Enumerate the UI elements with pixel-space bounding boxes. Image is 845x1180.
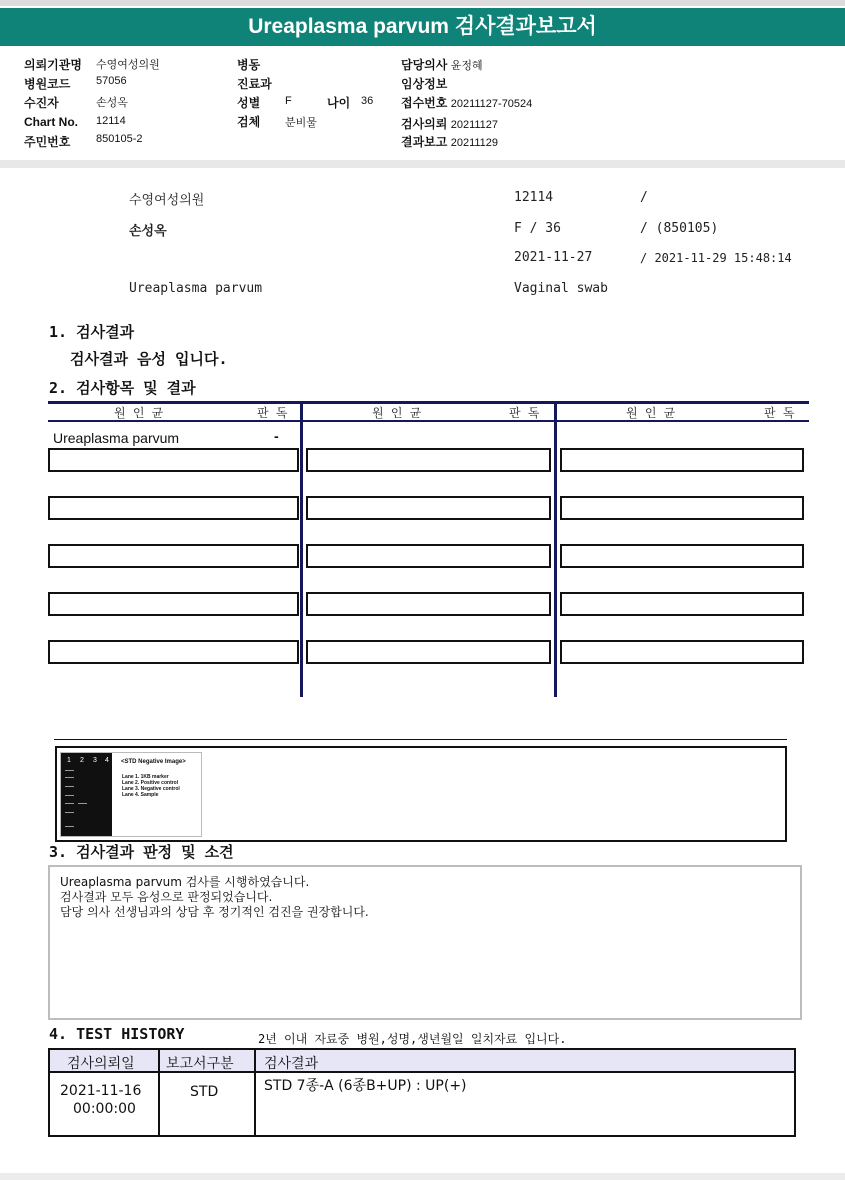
grid-judgement-value: - [274, 428, 279, 444]
page-top-strip [0, 0, 845, 6]
header-label-dept: 진료과 [237, 77, 272, 91]
header-row-chart-no [24, 115, 126, 129]
header-value-resident-no: 850105-2 [96, 133, 143, 145]
header-divider [0, 160, 845, 168]
result-slot [48, 592, 299, 616]
opinion-line: Ureaplasma parvum 검사를 시행하였습니다. [60, 875, 310, 889]
gel-lane-label: 2 [80, 757, 84, 764]
info-patient-name: 손성옥 [129, 224, 167, 239]
gel-band [65, 786, 74, 787]
report-title: Ureaplasma parvum 검사결과보고서 [0, 8, 845, 46]
history-column-divider [158, 1050, 160, 1135]
info-sex-age: F / 36 [514, 221, 561, 236]
header-value-chart-no: 12114 [96, 115, 126, 127]
gel-caption-title: <STD Negative Image> [121, 759, 186, 765]
info-report-datetime: / 2021-11-29 15:48:14 [640, 251, 792, 265]
header-value-institution: 수영여성의원 [96, 59, 160, 71]
history-head-type: 보고서구분 [166, 1056, 234, 1072]
gel-band [65, 795, 74, 796]
gel-caption-line: Lane 4. Sample [122, 792, 159, 798]
grid-head-organism: 원 인 균 [372, 406, 422, 420]
grid-head-organism: 원 인 균 [114, 406, 164, 420]
section-1-title: 1. 검사결과 [49, 323, 135, 341]
grid-column-divider [554, 401, 557, 697]
history-head-date: 검사의뢰일 [67, 1056, 135, 1072]
gel-band [65, 803, 74, 804]
result-slot [48, 640, 299, 664]
header-row-request-date [401, 115, 498, 132]
results-grid [48, 401, 809, 697]
gel-lane-label: 4 [105, 757, 109, 764]
header-value-specimen: 분비물 [285, 117, 317, 129]
header-row-doctor [401, 56, 483, 73]
header-value-patient: 손성옥 [96, 97, 128, 109]
history-head-result: 검사결과 [264, 1056, 319, 1072]
result-slot [306, 544, 551, 568]
grid-head-organism: 원 인 균 [626, 406, 676, 420]
section-4-title: 4. TEST HISTORY [49, 1025, 185, 1043]
gel-band [65, 812, 74, 813]
grid-head-judgement: 판 독 [764, 406, 795, 420]
result-slot [560, 592, 804, 616]
history-table [48, 1048, 796, 1137]
gel-band [78, 803, 87, 804]
history-cell-result: STD 7종-A (6종B+UP) : UP(+) [264, 1078, 467, 1094]
header-label-doctor: 담당의사 [401, 58, 448, 72]
header-row-report-date [401, 133, 498, 150]
header-value-age: 36 [361, 95, 374, 107]
header-label-resident-no: 주민번호 [24, 135, 71, 149]
result-slot [560, 640, 804, 664]
result-slot [48, 448, 299, 472]
opinion-line: 담당 의사 선생님과의 상담 후 정기적인 검진을 권장합니다. [60, 905, 369, 919]
header-value-accession: 20211127-70524 [450, 98, 533, 110]
grid-head-judgement: 판 독 [509, 406, 540, 420]
result-slot [560, 496, 804, 520]
header-value-sex: F [285, 95, 292, 107]
grid-column-divider [300, 401, 303, 697]
header-label-clinical-info: 임상정보 [401, 77, 448, 91]
header-label-sex: 성별 [237, 96, 261, 110]
result-slot [48, 496, 299, 520]
info-test-name: Ureaplasma parvum [129, 281, 263, 296]
result-slot [306, 496, 551, 520]
image-top-rule [54, 739, 787, 740]
header-label-institution: 의뢰기관명 [24, 58, 82, 72]
history-column-divider [254, 1050, 256, 1135]
gel-band [65, 770, 74, 771]
section-1-result: 검사결과 음성 입니다. [70, 350, 228, 368]
info-specimen: Vaginal swab [514, 281, 608, 296]
header-label-ward: 병동 [237, 58, 261, 72]
info-request-date: 2021-11-27 [514, 250, 593, 265]
gel-band [65, 777, 74, 778]
header-row-clinical-info [401, 75, 447, 92]
header-row-accession [401, 94, 532, 111]
info-chart-no: 12114 [514, 190, 554, 205]
header-value-report-date: 20211129 [450, 137, 499, 149]
grid-organism-name: Ureaplasma parvum [53, 430, 180, 446]
header-value-request-date: 20211127 [450, 119, 499, 131]
header-value-hospital-code: 57056 [96, 75, 127, 87]
info-hospital: 수영여성의원 [129, 193, 205, 208]
history-table-header [50, 1050, 794, 1073]
gel-caption-line: Lane 1. 1KB marker [122, 774, 169, 780]
section-2-title: 2. 검사항목 및 결과 [49, 379, 196, 397]
history-cell-type: STD [190, 1084, 219, 1100]
header-row-hospital-code [24, 75, 127, 92]
gel-lane-label: 3 [93, 757, 97, 764]
result-slot [306, 640, 551, 664]
header-label-request-date: 검사의뢰 [401, 117, 448, 131]
info-birth: / (850105) [640, 221, 719, 236]
info-slash: / [640, 190, 648, 205]
header-label-age: 나이 [327, 96, 351, 110]
gel-lane-label: 1 [67, 757, 71, 764]
header-label-chart-no: Chart No. [24, 115, 78, 129]
header-row-patient [24, 94, 128, 111]
result-slot [560, 448, 804, 472]
page-bottom-strip [0, 1173, 845, 1180]
result-slot [306, 448, 551, 472]
history-cell-time: 00:00:00 [73, 1101, 136, 1117]
history-note: 2년 이내 자료중 병원,성명,생년월일 일치자료 입니다. [258, 1032, 567, 1046]
gel-caption-line: Lane 2. Positive control [122, 780, 179, 786]
result-slot [306, 592, 551, 616]
header-value-doctor: 윤정혜 [450, 60, 483, 72]
history-cell-date: 2021-11-16 [60, 1083, 142, 1099]
header-label-patient: 수진자 [24, 96, 59, 110]
header-row-resident-no [24, 133, 143, 150]
header-label-hospital-code: 병원코드 [24, 77, 71, 91]
result-slot [48, 544, 299, 568]
result-slot [560, 544, 804, 568]
section-3-title: 3. 검사결과 판정 및 소견 [49, 843, 234, 861]
gel-band [65, 826, 74, 827]
grid-head-judgement: 판 독 [257, 406, 288, 420]
header-label-accession: 접수번호 [401, 96, 448, 110]
header-row-institution [24, 56, 160, 73]
header-label-report-date: 결과보고 [401, 135, 448, 149]
header-label-specimen: 검체 [237, 115, 261, 129]
opinion-line: 검사결과 모두 음성으로 판정되었습니다. [60, 890, 273, 904]
gel-caption-line: Lane 3. Negative control [122, 786, 180, 792]
